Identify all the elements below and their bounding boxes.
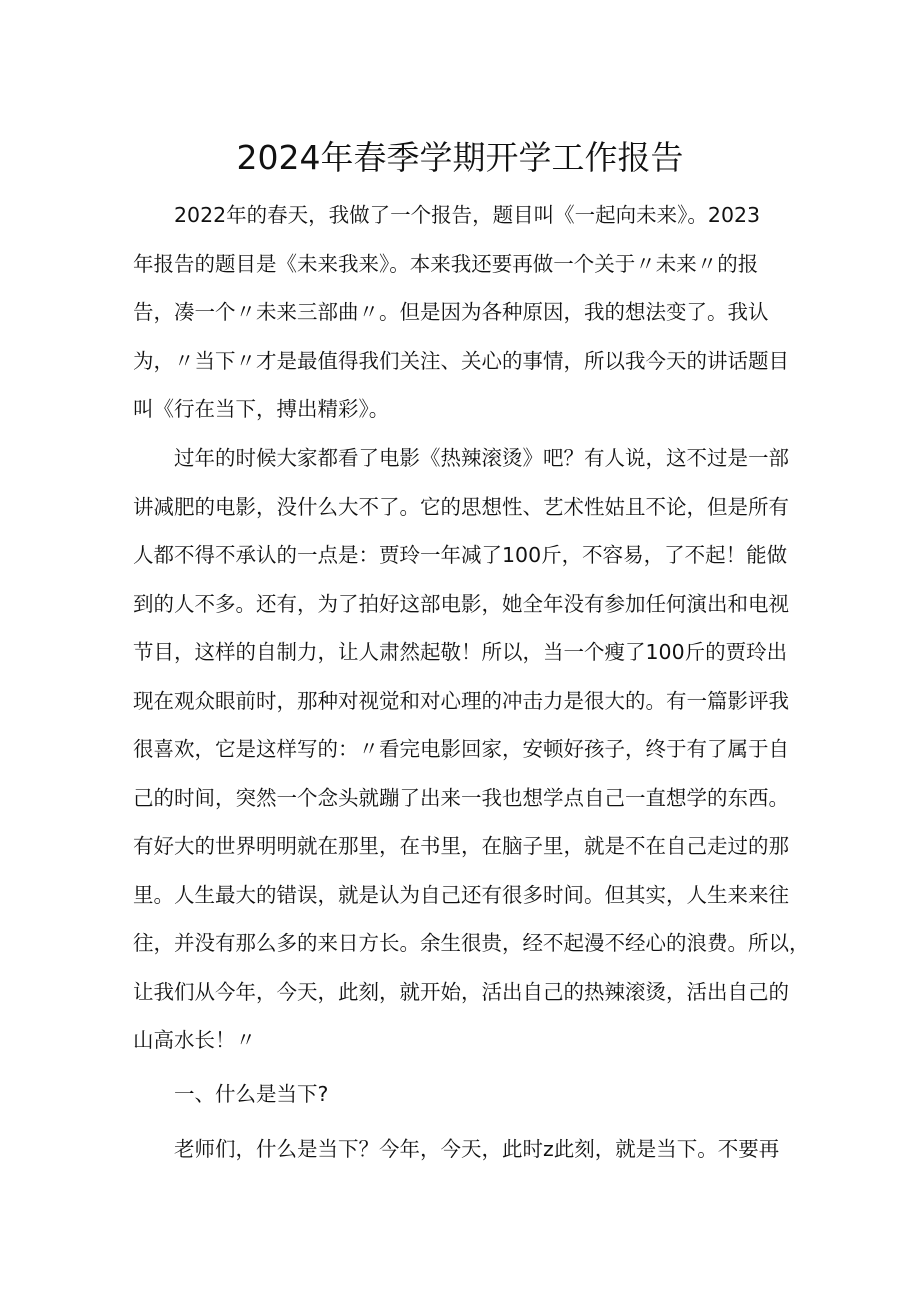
paragraph-2 [133,434,810,1065]
paragraph-line: 己的时间，突然一个念头就蹦了出来一我也想学点自己一直想学的东西。 [133,785,789,810]
section-heading: 一、什么是当下? [174,1082,329,1106]
paragraph-3: 老师们，什么是当下？今年，今天，此时z此刻，就是当下。不要再 [174,1137,780,1161]
paragraph-line: 人都不得不承认的一点是：贾玲一年减了100斤，不容易，了不起！能做 [133,543,788,567]
paragraph-line: 有好大的世界明明就在那里，在书里，在脑子里，就是不在自己走过的那 [133,834,789,858]
paragraph-line: 很喜欢，它是这样写的：〃看完电影回家，安顿好孩子，终于有了属于自 [133,737,789,761]
paragraph-line: 年报告的题目是《未来我来》。本来我还要再做一个关于〃未来〃的报 [133,251,759,276]
paragraph-line: 2022年的春天，我做了一个报告，题目叫《一起向未来》。2023 [174,203,761,227]
document-title: 2024年春季学期开学工作报告 [236,138,684,177]
paragraph-line: 为，〃当下〃才是最值得我们关注、关心的事情，所以我今天的讲话题目 [133,348,789,373]
paragraph-line: 讲减肥的电影，没什么大不了。它的思想性、艺术性姑且不论，但是所有 [133,494,789,519]
paragraph-line: 山高水长！〃 [133,1028,256,1052]
paragraph-1 [133,191,793,434]
paragraph-line: 节目，这样的自制力，让人肃然起敬！所以，当一个瘦了100斤的贾玲出 [133,640,788,664]
paragraph-line: 让我们从今年，今天，此刻，就开始，活出自己的热辣滚烫，活出自己的 [133,979,789,1004]
paragraph-line: 到的人不多。还有，为了拍好这部电影，她全年没有参加任何演出和电视 [133,591,789,616]
paragraph-line: 告，凑一个〃未来三部曲〃。但是因为各种原因，我的想法变了。我认 [133,300,769,324]
paragraph-line: 叫《行在当下，搏出精彩》。 [133,397,390,421]
paragraph-line: 现在观众眼前时，那种对视觉和对心理的冲击力是很大的。有一篇影评我 [133,688,789,713]
paragraph-line: 里。人生最大的错误，就是认为自己还有很多时间。但其实，人生来来往 [133,882,789,907]
paragraph-line: 过年的时候大家都看了电影《热辣滚烫》吧？有人说，这不过是一部 [174,446,789,470]
paragraph-line: 往，并没有那么多的来日方长。余生很贵，经不起漫不经心的浪费。所以， [133,931,810,955]
